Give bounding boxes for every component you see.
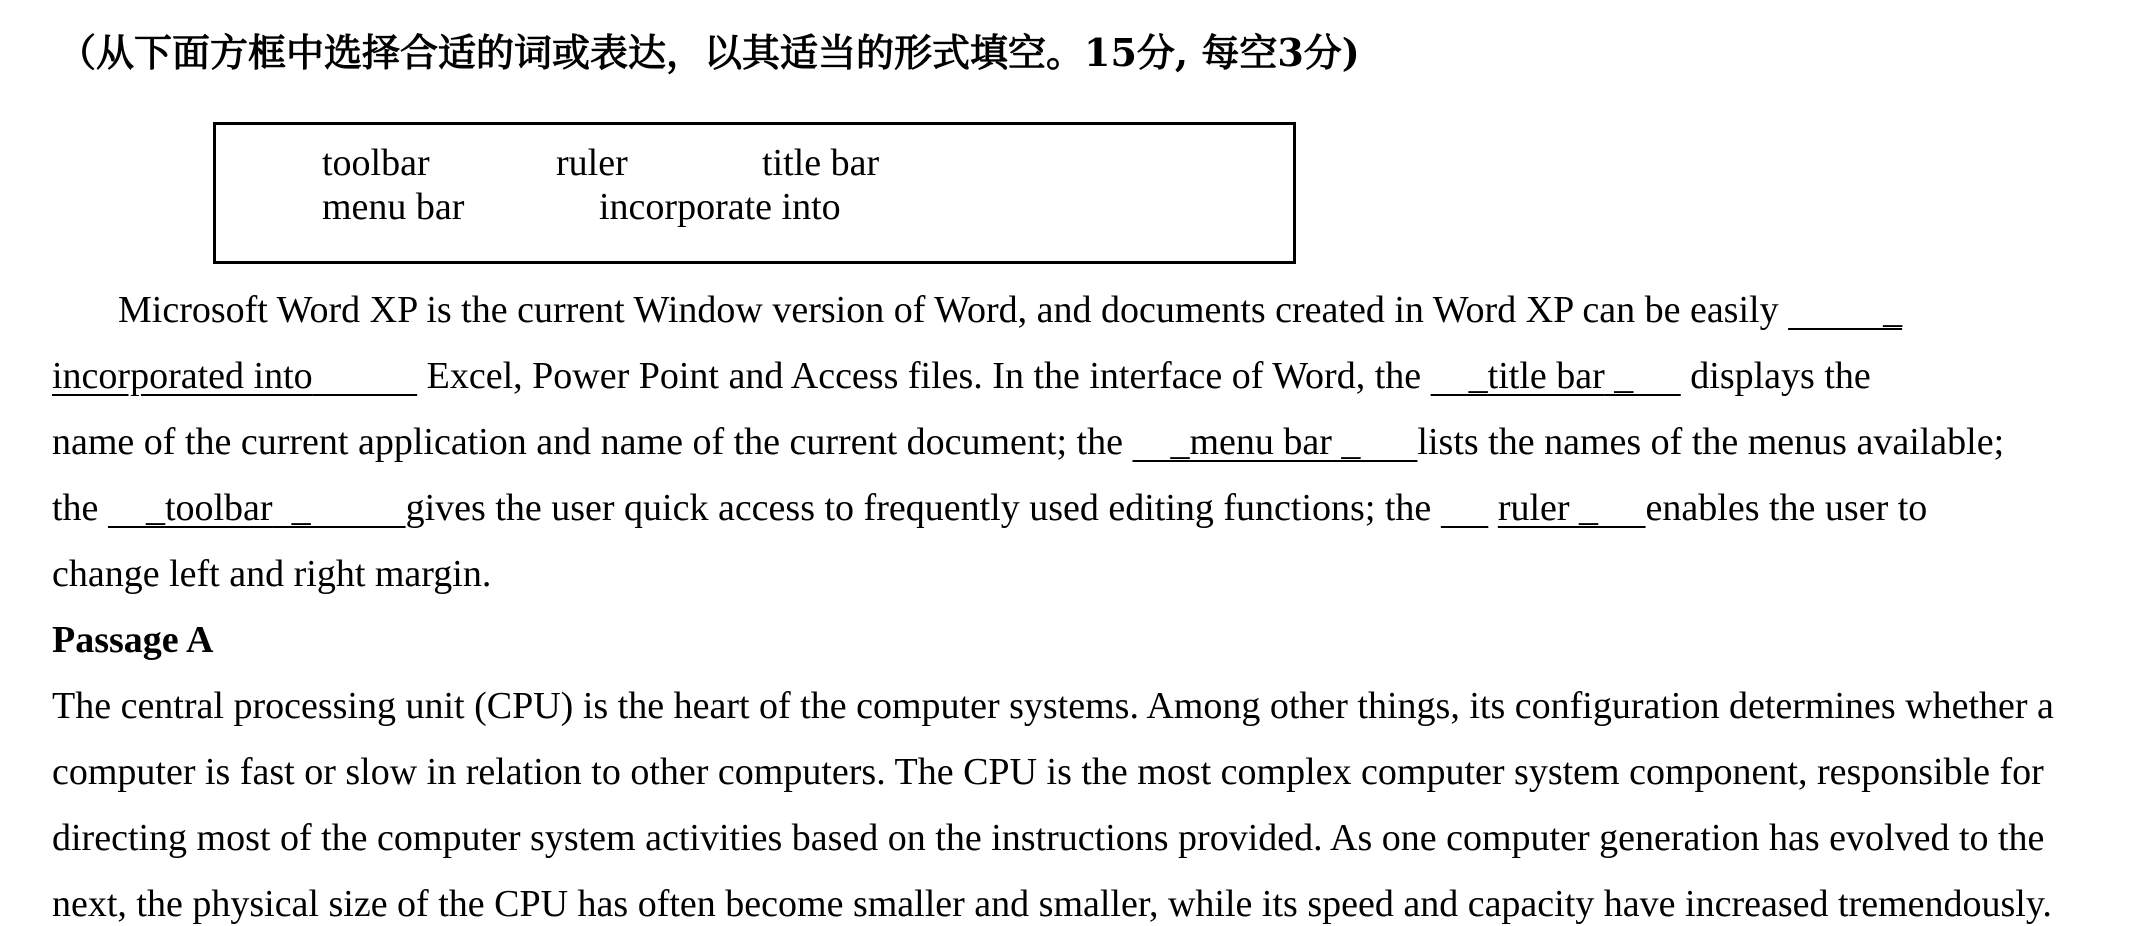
answer-3: menu bar [1189,421,1332,463]
passage-line-3: directing most of the computer system activities based on the instructions provided. As one computer generation has evolved to the [52,817,2045,859]
blank-underline: _ [107,487,165,529]
answer-1: incorporated into [52,355,313,397]
blank-underline: _ [1132,421,1190,463]
answer-5: ruler [1497,487,1570,529]
word-bank-box [213,122,1296,264]
answer-4: toolbar [164,487,273,529]
exercise-text: displays the [1690,355,1871,397]
exercise-instruction: （从下面方框中选择合适的词或表达，以其适当的形式填空。15分, 每空3分) [58,30,1360,75]
exercise-text: lists the names of the menus available; [1417,421,2005,463]
word-incorporate-into: incorporate into [599,186,841,228]
exercise-text: the [52,487,99,529]
answer-2: title bar [1487,355,1605,397]
blank-underline: _ [1604,355,1681,397]
exercise-line-4 [52,486,1927,530]
exercise-text: name of the current application and name of the current document; the [52,421,1123,463]
exercise-line-2 [52,354,1871,398]
word-menu-bar: menu bar [322,186,465,228]
blank-underline: _ [1430,355,1488,397]
exercise-text: Microsoft Word XP is the current Window version of Word, and documents created in Word XP can be easily [118,289,1779,331]
exercise-line-3 [52,420,2004,464]
exercise-text: gives the user quick access to frequently used editing functions; the [405,487,1432,529]
blank-underline: _ [1569,487,1646,529]
word-ruler: ruler [556,142,628,184]
word-toolbar: toolbar [322,142,430,184]
blank-underline [313,355,418,397]
passage-line-4: next, the physical size of the CPU has often become smaller and smaller, while its speed and capacity have increased tremendously. [52,883,2052,925]
blank-underline [1441,487,1489,529]
passage-line-1: The central processing unit (CPU) is the heart of the computer systems. Among other things, its configuration determines whether a [52,685,2054,727]
exercise-text: Excel, Power Point and Access files. In the interface of Word, the [426,355,1422,397]
exercise-line-5: change left and right margin. [52,553,492,595]
blank-underline: _ [272,487,406,529]
passage-line-2: computer is fast or slow in relation to other computers. The CPU is the most complex computer system component, responsible for [52,751,2044,793]
passage-heading: Passage A [52,619,214,661]
exercise-text: enables the user to [1645,487,1928,529]
word-title-bar: title bar [762,142,880,184]
blank-underline: _ [1788,289,1903,331]
blank-underline: _ [1331,421,1418,463]
exercise-line-1 [118,288,1902,332]
